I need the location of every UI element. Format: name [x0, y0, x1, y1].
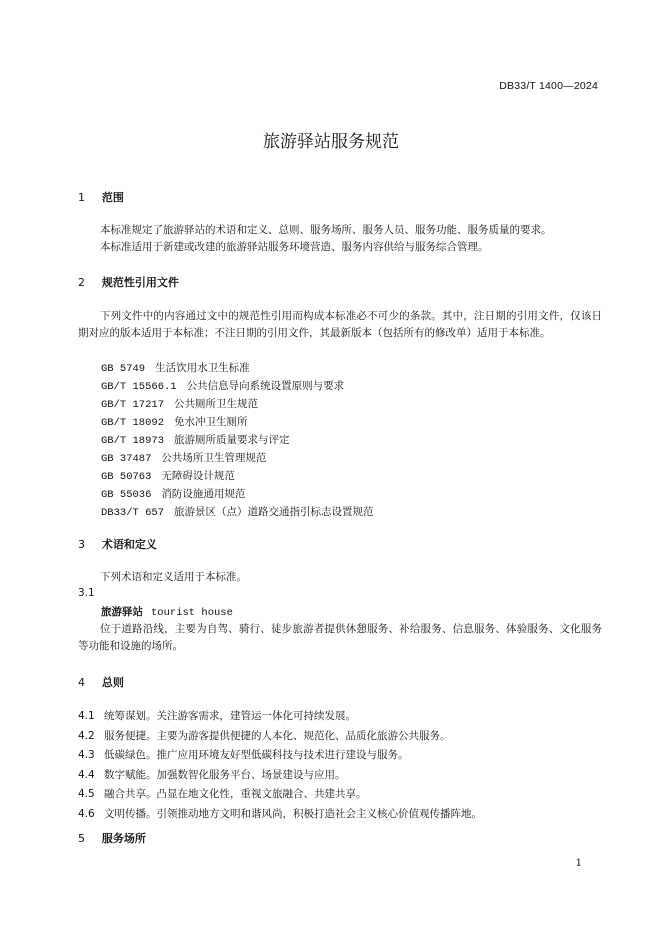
reference-code: GB 50763 [101, 471, 152, 483]
clause-number: 4.3 [78, 749, 95, 761]
term-definition: 位于道路沿线，主要为自驾、骑行、徒步旅游者提供休憩服务、补给服务、信息服务、体验服务、文化服务等功能和设施的场所。 [78, 623, 602, 652]
reference-code: GB/T 15566.1 [101, 381, 177, 393]
section-heading-4 [78, 674, 124, 690]
reference-code: GB/T 18092 [101, 417, 165, 429]
clause-item [78, 746, 482, 766]
clause-item [78, 707, 482, 727]
normative-references-list [101, 360, 374, 522]
section-heading-5 [78, 830, 146, 846]
section-title: 术语和定义 [101, 538, 157, 551]
clause-number: 4.4 [78, 768, 95, 781]
reference-item [101, 396, 374, 414]
clause-text: 统筹谋划。关注游客需求，建管运一体化可持续发展。 [104, 710, 356, 722]
term-name [101, 604, 233, 619]
reference-code: GB 5749 [101, 363, 146, 375]
clause-number: 4.2 [78, 729, 95, 742]
reference-code: GB/T 17217 [101, 399, 165, 411]
terms-intro-paragraph: 下列术语和定义适用于本标准。 [100, 571, 247, 583]
reference-item [101, 414, 374, 432]
standard-code: DB33/T 1400—2024 [499, 80, 598, 92]
reference-code: GB 55036 [101, 489, 152, 501]
clause-text: 低碳绿色。推广应用环境友好型低碳科技与技术进行建设与服务。 [104, 749, 409, 761]
reference-title: 无障碍设计规范 [161, 470, 235, 482]
clause-text: 服务便捷。主要为游客提供便捷的人本化、规范化、品质化旅游公共服务。 [104, 729, 451, 742]
reference-item [101, 432, 374, 450]
reference-code: GB/T 18973 [101, 435, 165, 447]
document-title: 旅游驿站服务规范 [263, 132, 399, 152]
clause-text: 数字赋能。加强数智化服务平台、场景建设与应用。 [104, 768, 346, 781]
reference-item [101, 360, 374, 378]
section-heading-3 [78, 536, 157, 552]
clause-text: 融合共享。凸显在地文化性，重视文旅融合、共建共享。 [104, 788, 367, 800]
section-number: 1 [78, 191, 85, 204]
clause-number: 4.5 [78, 788, 95, 800]
reference-code: GB 37487 [101, 453, 152, 465]
reference-title: 公共信息导向系统设置原则与要求 [186, 380, 345, 392]
section-title: 总则 [101, 676, 124, 689]
reference-title: 公共厕所卫生规范 [174, 398, 259, 410]
clause-item [78, 727, 482, 747]
scope-paragraph-2: 本标准适用于新建或改建的旅游驿站服务环境营造、服务内容供给与服务综合管理。 [100, 241, 489, 253]
reference-code: DB33/T 657 [101, 507, 165, 519]
general-principles-list [78, 707, 482, 824]
scope-paragraph-1: 本标准规定了旅游驿站的术语和定义、总则、服务场所、服务人员、服务功能、服务质量的要求。 [100, 224, 552, 236]
reference-title: 旅游厕所质量要求与评定 [174, 434, 290, 446]
clause-number: 4.6 [78, 807, 95, 820]
clause-item [78, 766, 482, 786]
reference-item [101, 486, 374, 504]
term-number: 3.1 [78, 587, 95, 599]
reference-title: 旅游景区（点）道路交通指引标志设置规范 [174, 506, 374, 518]
section-number: 4 [78, 676, 85, 689]
section-number: 2 [78, 276, 85, 289]
reference-item [101, 468, 374, 486]
page-number: 1 [575, 858, 582, 869]
clause-text: 文明传播。引领推动地方文明和谐风尚，积极打造社会主义核心价值观传播阵地。 [104, 807, 482, 820]
reference-item [101, 450, 374, 468]
section-heading-2 [78, 274, 179, 290]
reference-title: 消防设施通用规范 [161, 488, 246, 500]
section-title: 服务场所 [101, 832, 146, 845]
clause-item [78, 805, 482, 825]
reference-item [101, 504, 374, 522]
clause-item [78, 785, 482, 805]
section-number: 3 [78, 538, 85, 551]
term-name-zh: 旅游驿站 [101, 606, 143, 618]
section-title: 规范性引用文件 [101, 276, 179, 289]
term-name-en: tourist house [151, 607, 233, 619]
reference-item [101, 378, 374, 396]
section-heading-1 [78, 189, 124, 205]
reference-title: 生活饮用水卫生标准 [155, 362, 250, 374]
references-intro-paragraph: 下列文件中的内容通过文中的规范性引用而构成本标准必不可少的条款。其中，注日期的引用文件，仅该日期对应的版本适用于本标准；不注日期的引用文件，其最新版本（包括所有的修改单）适用于本标准。 [78, 310, 602, 339]
reference-title: 免水冲卫生厕所 [174, 416, 248, 428]
reference-title: 公共场所卫生管理规范 [161, 452, 267, 464]
section-title: 范围 [101, 191, 124, 204]
section-number: 5 [78, 832, 85, 845]
clause-number: 4.1 [78, 710, 95, 722]
